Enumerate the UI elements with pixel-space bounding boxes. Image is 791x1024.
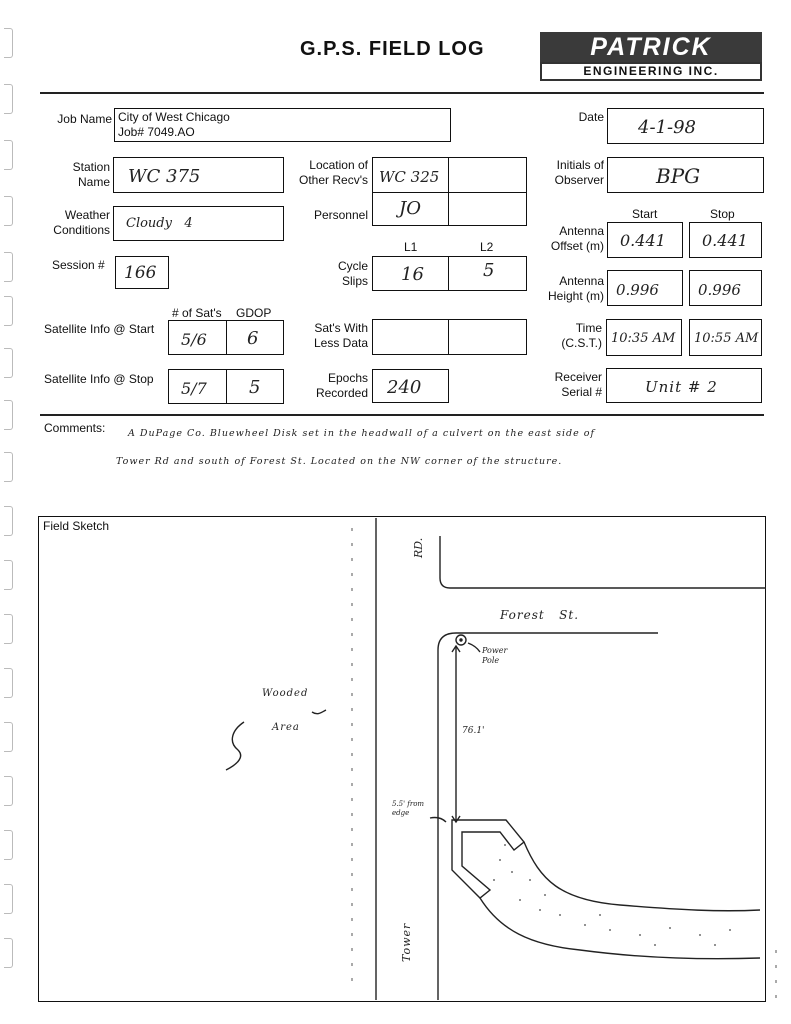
initials-label-line2: Observer	[554, 173, 604, 187]
distance-label: 76.1'	[462, 726, 485, 736]
antenna-offset-stop-value: 0.441	[702, 231, 748, 250]
station-name-value: WC 375	[128, 166, 201, 187]
initials-value: BPG	[656, 164, 701, 188]
sats-with-label-line1: Sat's With	[314, 321, 368, 335]
l2-header: L2	[480, 240, 494, 254]
weather-label-line2: Conditions	[53, 223, 110, 237]
cycle-slips-l1-value: 16	[401, 264, 424, 285]
time-stop-value: 10:55 AM	[694, 331, 759, 346]
session-value: 166	[124, 263, 157, 283]
field-sketch-label: Field Sketch	[43, 519, 110, 533]
antenna-height-stop-value: 0.996	[698, 281, 741, 299]
sat-stop-gdop-value: 5	[249, 377, 261, 398]
stop-header: Stop	[710, 207, 735, 221]
epochs-label-line2: Recorded	[315, 386, 368, 400]
date-label: Date	[578, 110, 604, 124]
tower-label: Tower	[400, 922, 413, 962]
edge-distance-label: 5.5' from edge	[392, 800, 425, 817]
power-pole-label: Power Pole	[482, 646, 508, 665]
wooded-squiggle-1	[226, 722, 244, 770]
receiver-label-line2: Serial #	[561, 385, 602, 399]
comments-line-1: A DuPage Co. Bluewheel Disk set in the headwall of a culvert on the east side of	[128, 428, 596, 439]
comments-label: Comments:	[44, 421, 106, 435]
antenna-height-label-line1: Antenna	[559, 274, 604, 288]
wooded-label: Wooded	[262, 688, 309, 699]
sats-with-label-line2: Less Data	[313, 336, 368, 350]
logo-name: PATRICK	[540, 32, 762, 62]
antenna-height-label-line2: Height (m)	[547, 289, 604, 303]
logo-subtitle: ENGINEERING INC.	[540, 62, 762, 81]
forest-st-label: Forest St.	[500, 608, 580, 622]
job-name-value: City of West Chicago	[118, 110, 230, 124]
location-label-line2: Other Recv's	[299, 173, 368, 187]
gdop-header: GDOP	[236, 306, 272, 320]
station-label-line1: Station	[72, 160, 110, 174]
sat-info-stop-label: Satellite Info @ Stop	[44, 372, 154, 386]
antenna-offset-start-value: 0.441	[620, 231, 666, 250]
personnel-value: JO	[399, 198, 421, 219]
rd-label: RD.	[412, 537, 425, 558]
road-corner-top	[440, 536, 766, 588]
cycle-slips-label-line2: Slips	[341, 274, 368, 288]
date-value: 4-1-98	[638, 117, 696, 138]
area-label: Area	[272, 722, 300, 733]
sat-stop-num-value: 5/7	[181, 379, 207, 398]
receiver-value: Unit # 2	[645, 378, 718, 396]
job-name-label: Job Name	[57, 112, 112, 126]
personnel-label: Personnel	[313, 208, 368, 222]
sat-start-num-value: 5/6	[181, 330, 207, 349]
antenna-offset-label-line2: Offset (m)	[550, 239, 604, 253]
initials-label-line1: Initials of	[556, 158, 604, 172]
station-label-line2: Name	[77, 175, 110, 189]
location-other-value: WC 325	[379, 168, 440, 186]
cycle-slips-label-line1: Cycle	[337, 259, 368, 273]
l1-header: L1	[404, 240, 418, 254]
antenna-offset-label-line1: Antenna	[559, 224, 604, 238]
start-header: Start	[632, 207, 658, 221]
time-start-value: 10:35 AM	[611, 331, 676, 346]
time-label-line1: Time	[575, 321, 602, 335]
num-sats-header: # of Sat's	[172, 306, 222, 320]
location-label-line1: Location of	[309, 158, 368, 172]
receiver-label-line1: Receiver	[554, 370, 602, 384]
power-pole-leader	[468, 643, 480, 652]
session-label: Session #	[52, 258, 105, 272]
wooded-squiggle-2	[312, 710, 326, 714]
culvert-headwall	[452, 820, 524, 898]
antenna-height-start-value: 0.996	[616, 281, 659, 299]
sat-info-start-label: Satellite Info @ Start	[44, 322, 155, 336]
cycle-slips-l2-value: 5	[483, 260, 495, 281]
job-number-value: Job# 7049.AO	[118, 125, 195, 139]
epochs-label-line1: Epochs	[327, 371, 368, 385]
channel-lower	[480, 898, 760, 959]
page-title: G.P.S. FIELD LOG	[300, 38, 485, 60]
sat-start-gdop-value: 6	[247, 328, 259, 349]
weather-value: Cloudy 4	[126, 216, 193, 231]
comments-line-2: Tower Rd and south of Forest St. Located on the NW corner of the structure.	[116, 456, 563, 467]
time-label-line2: (C.S.T.)	[561, 336, 602, 350]
weather-label-line1: Weather	[64, 208, 110, 222]
channel-upper	[524, 842, 760, 911]
epochs-value: 240	[387, 377, 422, 398]
